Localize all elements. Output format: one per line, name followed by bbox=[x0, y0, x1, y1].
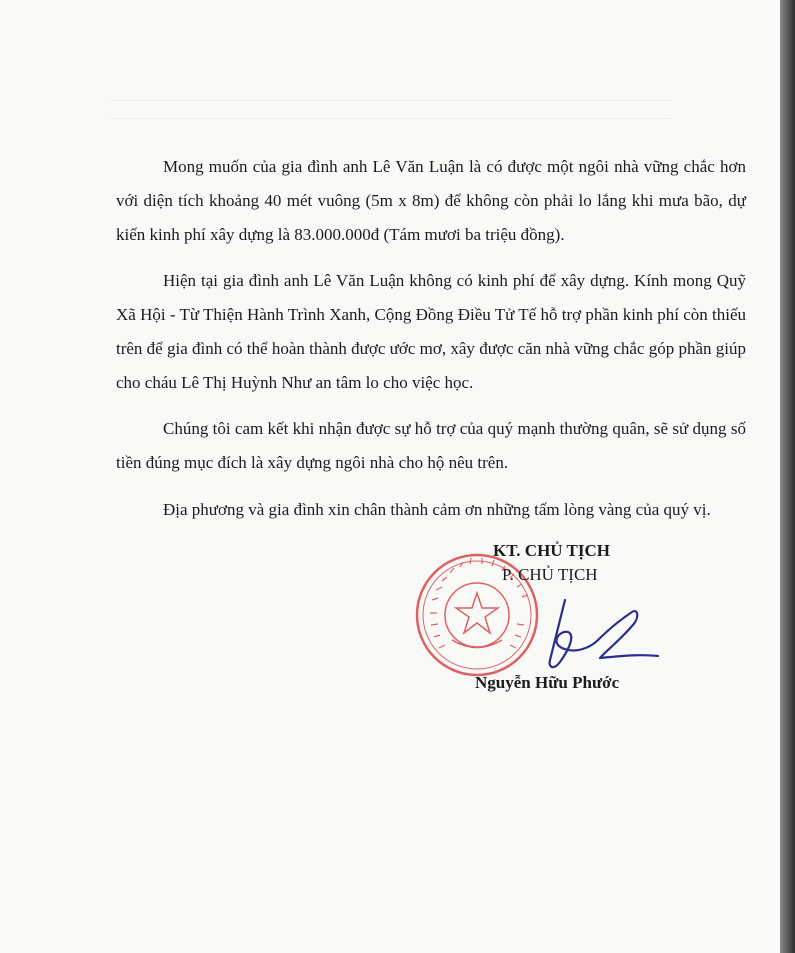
signatory-title: KT. CHỦ TỊCH bbox=[493, 541, 610, 560]
signatory-subtitle: P. CHỦ TỊCH bbox=[502, 565, 598, 584]
signature-block bbox=[400, 535, 700, 715]
paragraph: Địa phương và gia đình xin chân thành cảm ơn những tấm lòng vàng của quý vị. bbox=[163, 500, 711, 519]
paragraph: Chúng tôi cam kết khi nhận được sự hỗ trợ của quý mạnh thường quân, sẽ sử dụng số tiền đúng mục đích là xây dựng ngôi nhà cho hộ nêu trên. bbox=[116, 419, 746, 472]
bleed-through-line bbox=[110, 100, 670, 101]
letter-body bbox=[116, 150, 746, 540]
paragraph: Hiện tại gia đình anh Lê Văn Luận không có kinh phí để xây dựng. Kính mong Quỹ Xã Hội - Từ Thiện Hành Trình Xanh, Cộng Đồng Điều Tử Tế hỗ trợ phần kinh phí còn thiếu trên để gia đình có thể hoàn thành được ước mơ, xây được căn nhà vững chắc góp phần giúp cho cháu Lê Thị Huỳnh Như an tâm lo cho việc học. bbox=[116, 271, 746, 392]
bleed-through-line bbox=[110, 118, 670, 119]
scan-edge-shadow bbox=[780, 0, 795, 953]
paragraph: Mong muốn của gia đình anh Lê Văn Luận là có được một ngôi nhà vững chắc hơn với diện tích khoảng 40 mét vuông (5m x 8m) để không còn phải lo lắng khi mưa bão, dự kiến kinh phí xây dựng là 83.000.000đ (Tám mươi ba triệu đồng). bbox=[116, 157, 746, 244]
handwritten-signature-icon bbox=[520, 590, 660, 675]
signer-name: Nguyễn Hữu Phước bbox=[475, 673, 620, 692]
